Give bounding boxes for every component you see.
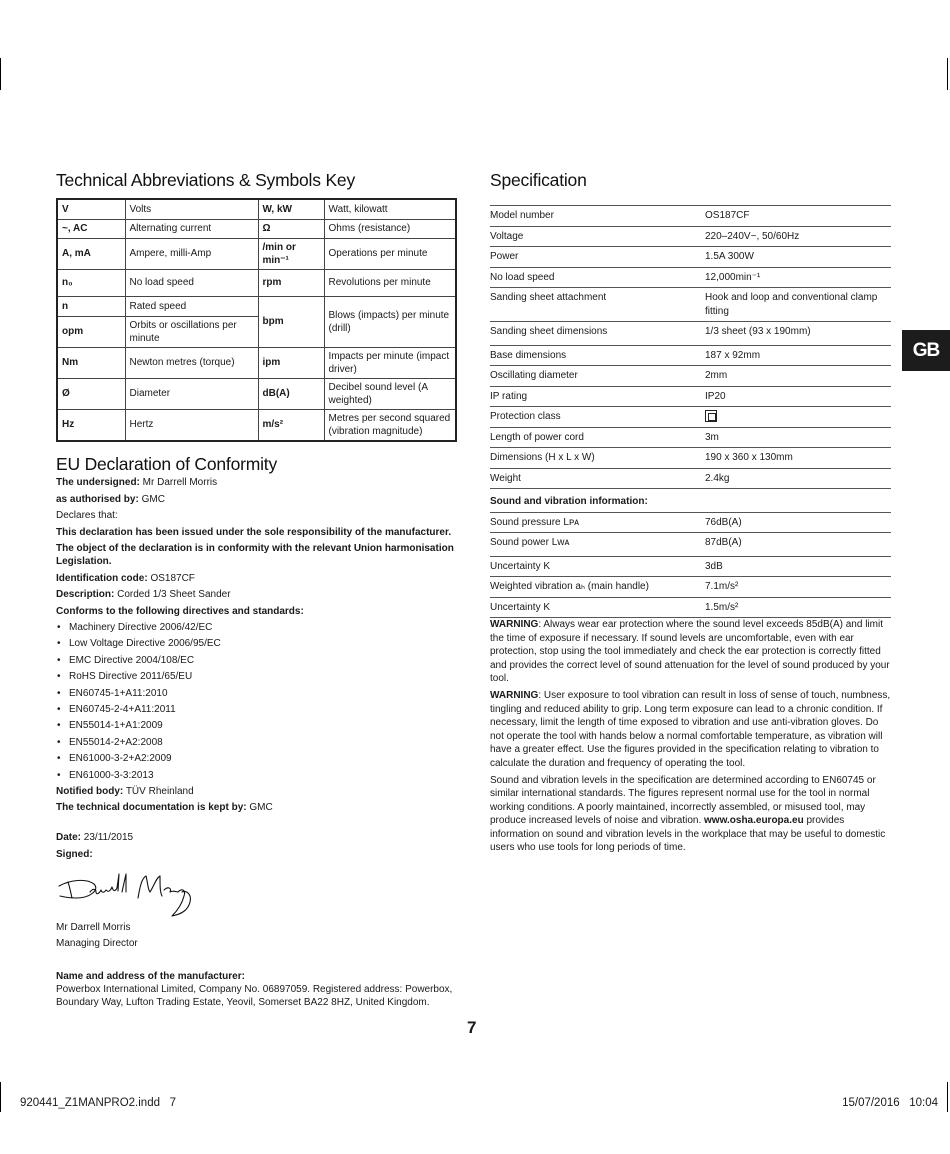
spec-value: IP20 (705, 386, 891, 407)
warning-text: : Always wear ear protection where the sound level exceeds 85dB(A) and limit the time of exposure if necessary. If sound levels are uncomfortable, even with ear protection, stop using the tool immediately and check the ear protection is correctly fitted and provides the correct level of sound attenuation for the level of sound produced by your tool. (490, 619, 890, 684)
spec-value (705, 407, 891, 428)
warning-label: WARNING (490, 619, 539, 630)
symbol-cell: V (57, 199, 125, 219)
spec-label: Base dimensions (490, 345, 705, 366)
warning-paragraph (490, 689, 892, 770)
undersigned-value: Mr Darrell Morris (139, 477, 218, 488)
spec-value: 3dB (705, 556, 891, 577)
eu-declaration-title: EU Declaration of Conformity (56, 454, 278, 474)
sole-responsibility-line (56, 526, 456, 539)
spec-value: 1.5A 300W (705, 247, 891, 268)
class-ii-double-square-icon (705, 410, 717, 422)
spec-label: Power (490, 247, 705, 268)
list-item: • Machinery Directive 2006/42/EC (56, 621, 456, 634)
spec-value: 7.1m/s² (705, 577, 891, 598)
description-cell: Ampere, milli-Amp (125, 238, 258, 269)
spec-value: 3m (705, 427, 891, 448)
footer-datetime: 15/07/2016 10:04 (842, 1097, 938, 1109)
spec-value: 187 x 92mm (705, 345, 891, 366)
spec-label: Protection class (490, 407, 705, 428)
table-row (490, 386, 891, 407)
sound-vibration-heading: Sound and vibration information: (490, 489, 891, 513)
table-row (57, 219, 456, 238)
notified-body-line (56, 785, 456, 798)
directives-list (56, 621, 456, 782)
description-cell: Hertz (125, 409, 258, 441)
specification-table (490, 205, 891, 618)
conforms-text: Conforms to the following directives and standards: (56, 605, 304, 617)
list-item: • RoHS Directive 2011/65/EU (56, 670, 456, 683)
spec-label: Uncertainty K (490, 597, 705, 618)
identification-value: OS187CF (147, 572, 195, 584)
table-row (57, 296, 456, 316)
identification-line (56, 572, 456, 585)
description-cell: Revolutions per minute (324, 269, 456, 296)
spec-label: Uncertainty K (490, 556, 705, 577)
footer-file-info: 920441_Z1MANPRO2.indd 7 (20, 1097, 176, 1109)
spec-value: 1.5m/s² (705, 597, 891, 618)
conformity-text: The object of the declaration is in conformity with the relevant Union harmonisation Legislation. (56, 543, 454, 567)
list-item: • EN60745-1+A11:2010 (56, 687, 456, 700)
date-line (56, 831, 456, 844)
osha-link[interactable]: www.osha.europa.eu (704, 815, 804, 826)
description-cell: Diameter (125, 378, 258, 409)
declares-line: Declares that: (56, 510, 118, 521)
spec-value: Hook and loop and conventional clamp fitting (705, 288, 891, 322)
spec-label: Sound power Lᴡᴀ (490, 533, 705, 557)
list-item: • EN60745-2-4+A11:2011 (56, 703, 456, 716)
spec-value: 1/3 sheet (93 x 190mm) (705, 322, 891, 346)
spec-value: 220–240V~, 50/60Hz (705, 226, 891, 247)
description-cell: Metres per second squared (vibration magnitude) (324, 409, 456, 441)
abbreviations-title: Technical Abbreviations & Symbols Key (56, 170, 356, 190)
spec-label: Sanding sheet dimensions (490, 322, 705, 346)
table-row (490, 489, 891, 513)
table-row (490, 597, 891, 618)
table-row (490, 247, 891, 268)
crop-mark (0, 58, 1, 90)
date-value: 23/11/2015 (81, 832, 134, 844)
spec-label: Voltage (490, 226, 705, 247)
symbol-cell: Hz (57, 409, 125, 441)
spec-value: OS187CF (705, 206, 891, 227)
description-cell: Operations per minute (324, 238, 456, 269)
description-cell: Alternating current (125, 219, 258, 238)
symbol-cell: ipm (258, 347, 324, 378)
description-cell: No load speed (125, 269, 258, 296)
table-row (490, 322, 891, 346)
symbol-cell: opm (57, 316, 125, 347)
identification-label: Identification code: (56, 572, 148, 584)
abbreviations-table (56, 198, 457, 442)
symbol-cell: /min or min⁻¹ (258, 238, 324, 269)
symbol-cell: Nm (57, 347, 125, 378)
description-cell: Orbits or oscillations per minute (125, 316, 258, 347)
description-line (56, 588, 456, 601)
spec-label: IP rating (490, 386, 705, 407)
table-row (490, 427, 891, 448)
spec-label: No load speed (490, 267, 705, 288)
authorised-label: as authorised by: (56, 493, 139, 505)
symbol-cell: bpm (258, 296, 324, 347)
description-cell: Ohms (resistance) (324, 219, 456, 238)
spec-label: Model number (490, 206, 705, 227)
authorised-line (56, 493, 456, 506)
spec-label: Sanding sheet attachment (490, 288, 705, 322)
conforms-line (56, 605, 456, 618)
table-row (490, 556, 891, 577)
spec-label: Oscillating diameter (490, 366, 705, 387)
standards-text: Sound and vibration levels in the specification are determined according to EN60745 or similar international standards. The figures represent normal use for the tool in normal working conditions. A poorly maintained, incorrectly assembled, or misused tool, may produce increased levels of noise and vibration. (490, 774, 876, 826)
technical-doc-line (56, 801, 456, 814)
spec-label: Length of power cord (490, 427, 705, 448)
table-row (57, 378, 456, 409)
crop-mark (947, 58, 948, 90)
list-item: • EN61000-3-2+A2:2009 (56, 752, 456, 765)
symbol-cell: n (57, 296, 125, 316)
table-row (490, 533, 891, 557)
signer-block (56, 920, 138, 951)
page-number: 7 (467, 1018, 477, 1037)
manufacturer-address: Powerbox International Limited, Company No. 06897059. Registered address: Powerbox, Boundary Way, Lufton Trading Estate, Yeovil, Somerset BA22 8HZ, United Kingdom. (56, 984, 453, 1008)
symbol-cell: m/s² (258, 409, 324, 441)
notified-body-label: Notified body: (56, 785, 124, 797)
description-label: Description: (56, 589, 115, 600)
spec-label: Weight (490, 468, 705, 489)
notified-body-value: TÜV Rheinland (123, 785, 194, 797)
symbol-cell: W, kW (258, 199, 324, 219)
list-item: • EMC Directive 2004/108/EC (56, 654, 456, 667)
spec-value: 12,000min⁻¹ (705, 267, 891, 288)
language-tab: GB (902, 330, 950, 371)
table-row (57, 269, 456, 296)
standards-tail: provides information on sound and vibration levels in the workplace that may be useful to domestic users who use tools for long periods of time. (490, 815, 886, 853)
table-row (490, 345, 891, 366)
signer-name: Mr Darrell Morris (56, 922, 131, 933)
description-value: Corded 1/3 Sheet Sander (114, 589, 231, 600)
description-cell: Blows (impacts) per minute (drill) (324, 296, 456, 347)
spec-label: Dimensions (H x L x W) (490, 448, 705, 469)
spec-label: Weighted vibration aₕ (main handle) (490, 577, 705, 598)
technical-doc-label: The technical documentation is kept by: (56, 802, 247, 814)
warnings-block (490, 618, 892, 858)
table-row (490, 226, 891, 247)
description-cell: Decibel sound level (A weighted) (324, 378, 456, 409)
description-cell: Rated speed (125, 296, 258, 316)
standards-paragraph (490, 774, 892, 855)
date-label: Date: (56, 832, 82, 844)
table-row (490, 512, 891, 533)
list-item: • Low Voltage Directive 2006/95/EC (56, 637, 456, 650)
spec-label: Sound pressure Lᴘᴀ (490, 512, 705, 533)
undersigned-label: The undersigned: (56, 477, 140, 488)
eu-declaration-body (56, 476, 456, 864)
crop-mark (0, 1082, 1, 1112)
table-row (57, 409, 456, 441)
warning-paragraph (490, 618, 892, 686)
symbol-cell: n₀ (57, 269, 125, 296)
specification-title: Specification (490, 170, 587, 190)
list-item: • EN55014-2+A2:2008 (56, 736, 456, 749)
list-item: • EN55014-1+A1:2009 (56, 719, 456, 732)
symbol-cell: A, mA (57, 238, 125, 269)
undersigned-line (56, 476, 456, 489)
table-row (490, 407, 891, 428)
table-row (490, 468, 891, 489)
symbol-cell: dB(A) (258, 378, 324, 409)
spec-value: 190 x 360 x 130mm (705, 448, 891, 469)
table-row (490, 577, 891, 598)
spec-value: 2.4kg (705, 468, 891, 489)
description-cell: Newton metres (torque) (125, 347, 258, 378)
table-row (57, 347, 456, 378)
sole-responsibility-text: This declaration has been issued under the sole responsibility of the manufacturer. (56, 526, 452, 538)
symbol-cell: Ω (258, 219, 324, 238)
symbol-cell: rpm (258, 269, 324, 296)
signed-line (56, 848, 456, 861)
signature-image (56, 868, 196, 924)
description-cell: Watt, kilowatt (324, 199, 456, 219)
table-row (490, 267, 891, 288)
authorised-value: GMC (138, 493, 165, 505)
description-cell: Volts (125, 199, 258, 219)
table-row (490, 448, 891, 469)
description-cell: Impacts per minute (impact driver) (324, 347, 456, 378)
table-row (57, 238, 456, 269)
warning-label: WARNING (490, 690, 539, 701)
table-row (57, 199, 456, 219)
manufacturer-block (56, 970, 456, 1009)
spec-value: 2mm (705, 366, 891, 387)
signed-label: Signed: (56, 848, 93, 860)
manufacturer-label: Name and address of the manufacturer: (56, 971, 245, 982)
crop-mark (947, 1082, 948, 1112)
table-row (490, 288, 891, 322)
spec-value: 76dB(A) (705, 512, 891, 533)
table-row (490, 206, 891, 227)
conformity-line (56, 542, 456, 568)
symbol-cell: Ø (57, 378, 125, 409)
table-row (490, 366, 891, 387)
list-item: • EN61000-3-3:2013 (56, 769, 456, 782)
technical-doc-value: GMC (246, 802, 273, 814)
spec-value: 87dB(A) (705, 533, 891, 557)
signer-title: Managing Director (56, 937, 138, 949)
symbol-cell: ~, AC (57, 219, 125, 238)
warning-text: : User exposure to tool vibration can result in loss of sense of touch, numbness, tingling and reduced ability to grip. Long term exposure can lead to a chronic condition. If necessary, limit the length of time exposed to vibration and use anti-vibration gloves. Do not operate the tool with hands below a normal comfortable temperature, as vibration will have a greater effect. Use the figures provided in the specification relating to vibration to calculate the duration and frequency of operating the tool. (490, 690, 891, 769)
